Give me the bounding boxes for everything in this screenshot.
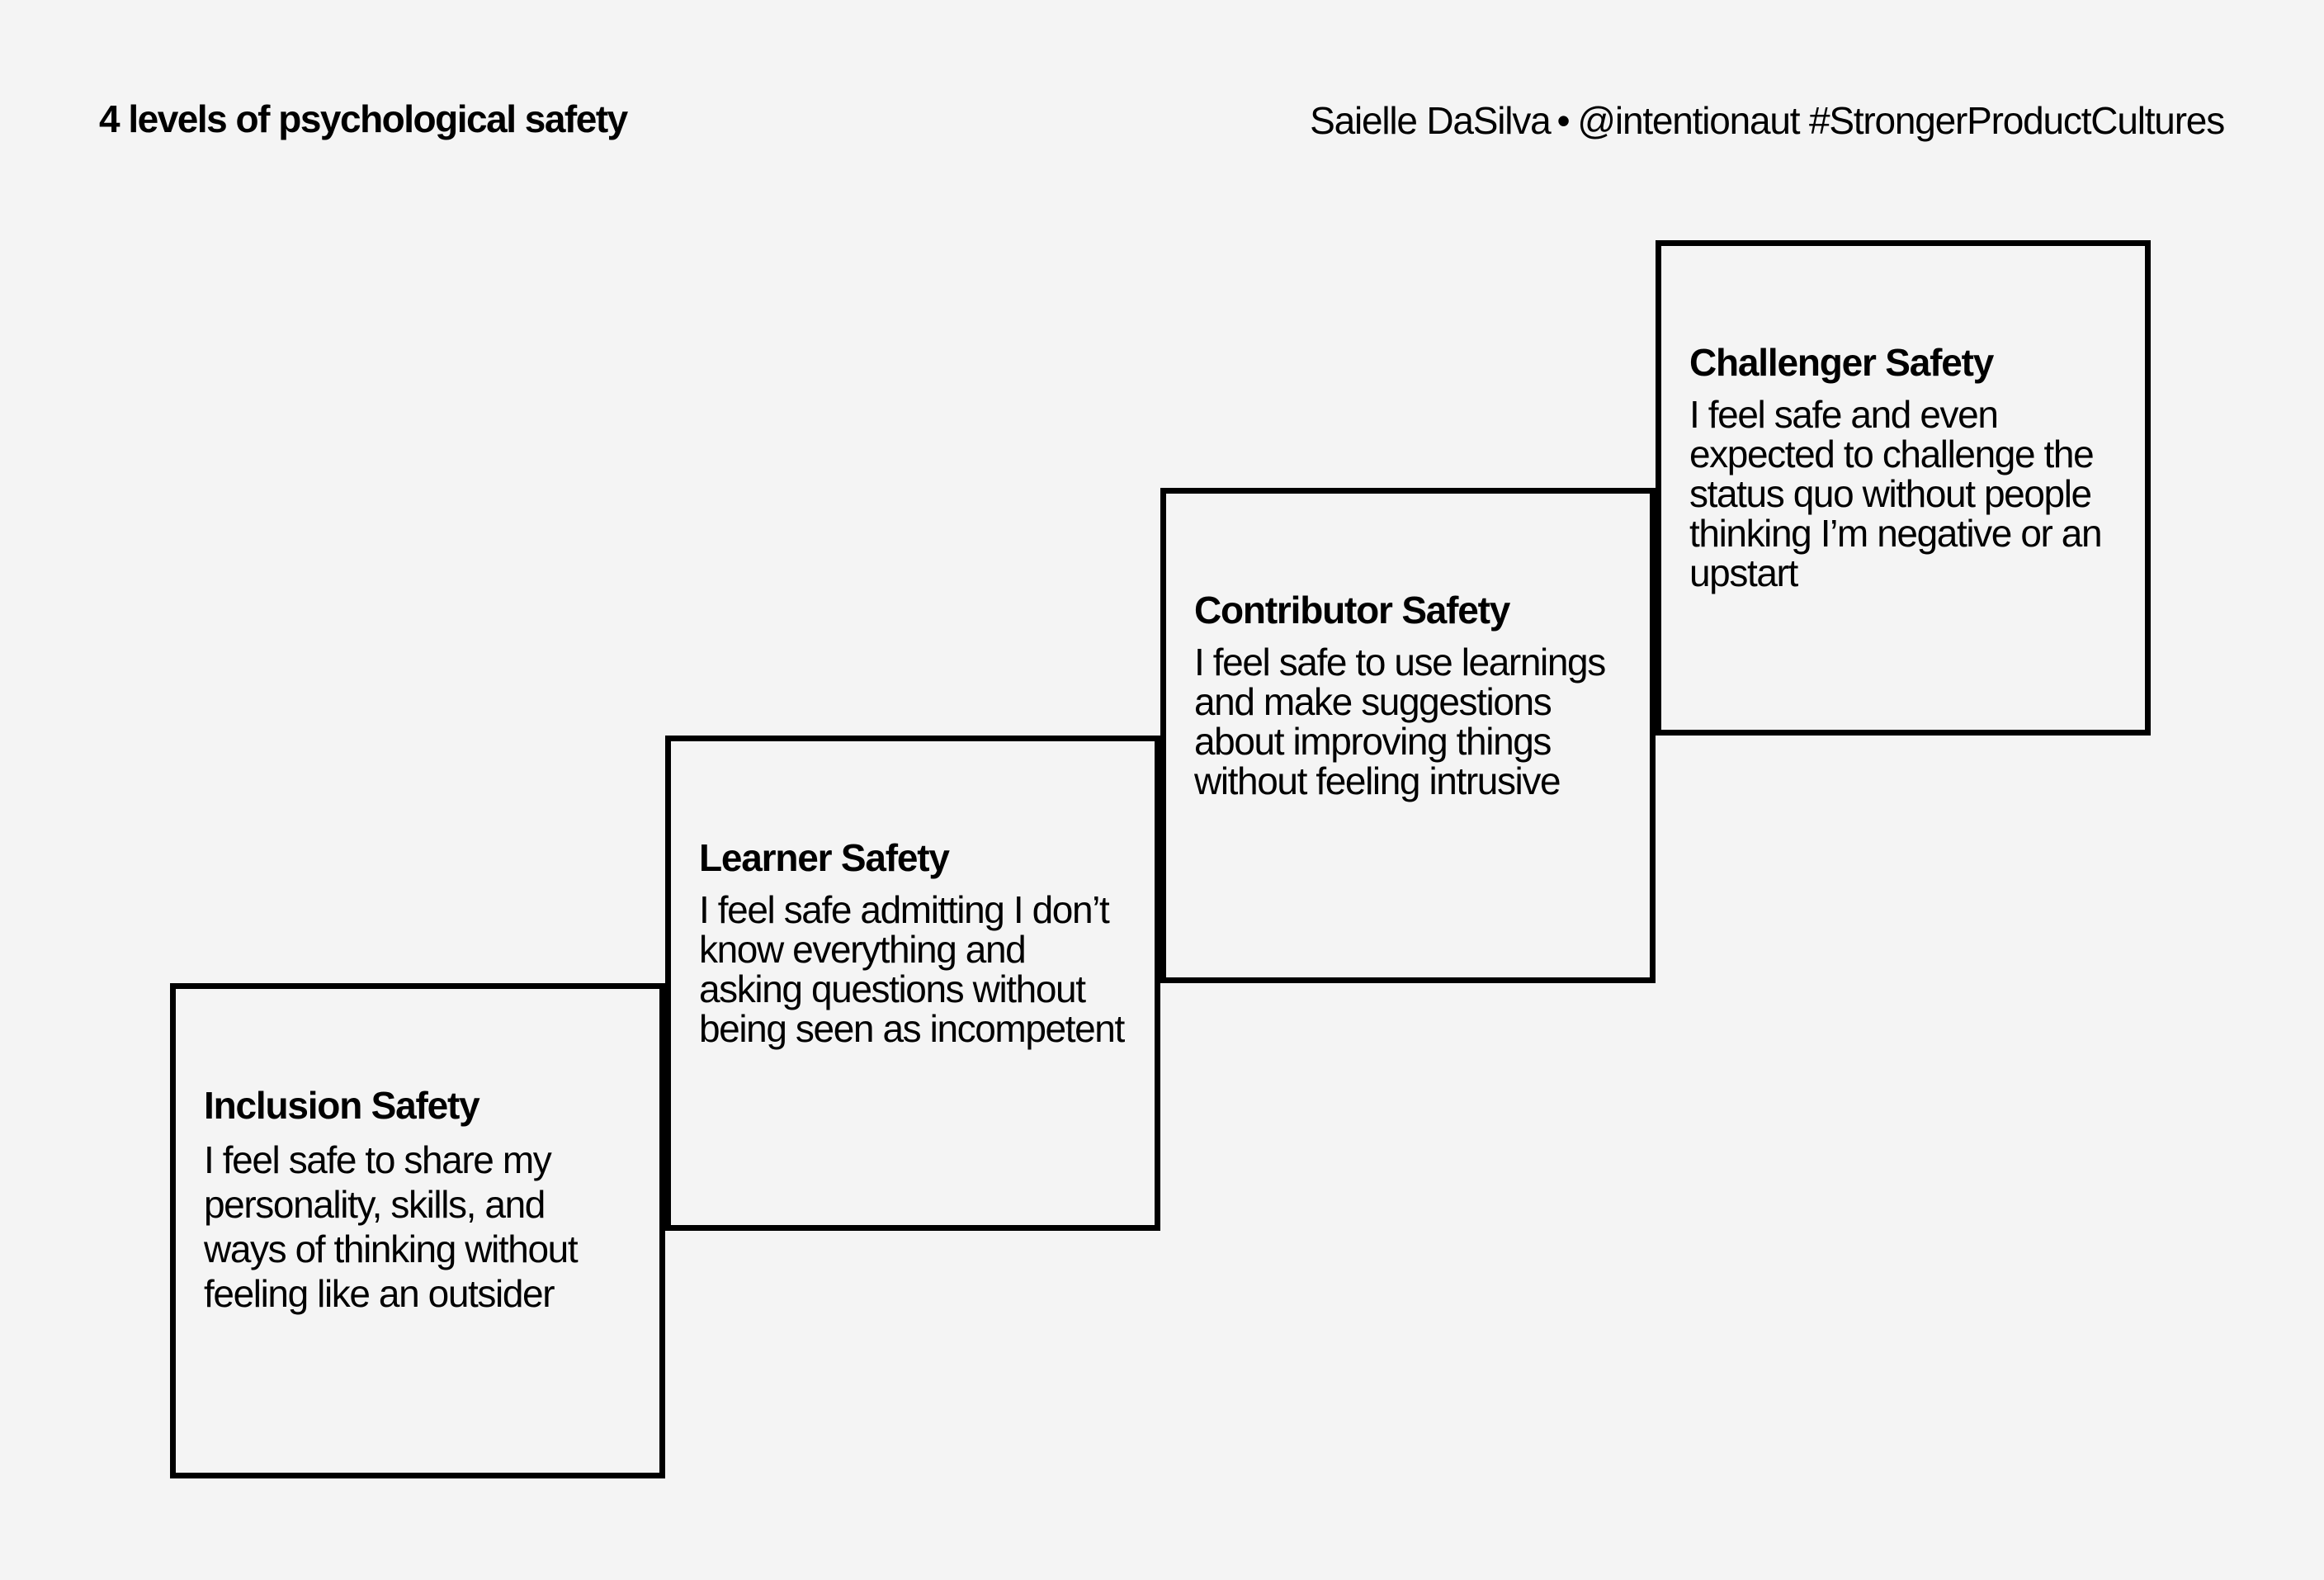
step-contributor-safety <box>1160 488 1656 983</box>
step-description: I feel safe admitting I don’t know everything and asking questions without being seen as incompetent <box>699 888 1124 1050</box>
step-description: I feel safe to use learnings and make suggestions about improving things without feeling intrusive <box>1194 641 1605 802</box>
separator-bullet: • <box>1556 99 1570 142</box>
author-name: Saielle DaSilva <box>1310 99 1551 142</box>
step-title: Inclusion Safety <box>204 1084 479 1127</box>
author-handle: @intentionaut #StrongerProductCultures <box>1577 99 2224 142</box>
step-title: Challenger Safety <box>1689 341 1994 384</box>
step-title: Contributor Safety <box>1194 589 1510 632</box>
step-description: I feel safe to share my personality, skills, and ways of thinking without feeling like an outsider <box>204 1138 578 1315</box>
step-learner-safety <box>665 736 1160 1231</box>
step-title: Learner Safety <box>699 836 949 879</box>
step-challenger-safety <box>1656 240 2151 736</box>
author-credit <box>1310 94 2224 147</box>
page-title: 4 levels of psychological safety <box>99 97 627 140</box>
step-description: I feel safe and even expected to challenge the status quo without people thinking I’m negative or an upstart <box>1689 393 2102 594</box>
step-inclusion-safety <box>170 983 665 1478</box>
